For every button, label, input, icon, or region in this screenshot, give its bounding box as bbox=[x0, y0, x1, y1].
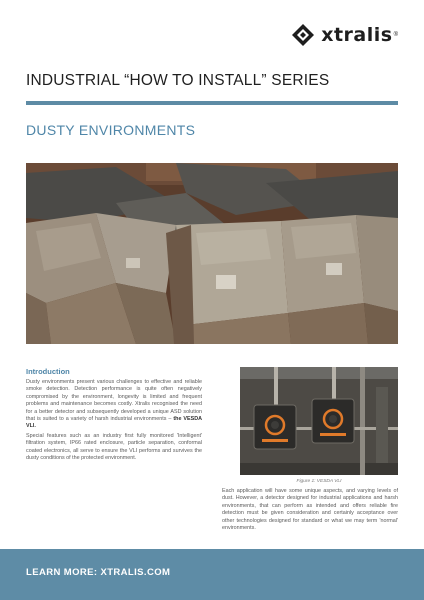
intro-column bbox=[26, 367, 202, 464]
learn-more-link[interactable]: LEARN MORE: XTRALIS.COM bbox=[26, 567, 171, 578]
header-divider bbox=[26, 101, 398, 105]
registered-mark: ® bbox=[393, 32, 398, 38]
intro-paragraph-1 bbox=[26, 379, 202, 431]
brand-name: xtralis bbox=[321, 24, 393, 46]
xtralis-logo-icon bbox=[291, 23, 315, 47]
right-paragraph: Each application will have some unique aspects, and varying levels of dust. However, a detector designed for industrial applications and harsh environments, that can perform as intended and offers reliable fire detection must be given consideration and certainly acceptance over other technologies designed for standard or what we may term 'normal' environments. bbox=[222, 488, 398, 532]
intro-heading: Introduction bbox=[26, 367, 70, 376]
intro-paragraph-1-text: Dusty environments present various challenges to effective and reliable smoke detection. Detection performance is quite often negatively compromised by the environment, longevity is limited and frequent problems and maintenance becomes costly. Xtralis recognised the need for a better detector and subsequently developed a unique ASD solution that is suited to a variety of harsh industrial environments – bbox=[26, 379, 202, 423]
product-name: the VESDA VLI. bbox=[26, 416, 202, 430]
brand-logo bbox=[291, 22, 398, 48]
series-title: INDUSTRIAL “HOW TO INSTALL” SERIES bbox=[26, 72, 330, 89]
right-column bbox=[222, 488, 398, 534]
hero-photo bbox=[26, 163, 398, 344]
figure-caption: Figure 1: VESDA VLI bbox=[296, 479, 342, 484]
dusty-boxes-image bbox=[26, 163, 398, 344]
detector-photo bbox=[240, 367, 398, 475]
intro-paragraph-2: Special features such as an industry first fully monitored 'Intelligent' filtration system, IP66 rated enclosure, particle separation, conformal coated electronics, all serve to ensure the VLI performs and survives the dusty conditions of the protected environment. bbox=[26, 432, 202, 462]
vesda-detector-image bbox=[240, 367, 398, 475]
section-title: DUSTY ENVIRONMENTS bbox=[26, 122, 196, 138]
footer-bar bbox=[0, 549, 424, 600]
